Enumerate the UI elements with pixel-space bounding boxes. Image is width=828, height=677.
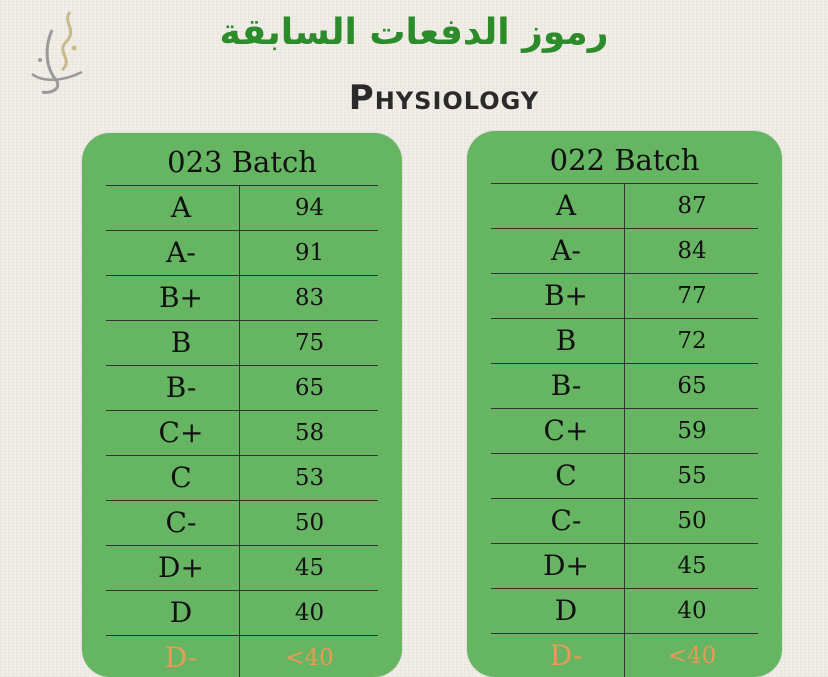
batch-022-card xyxy=(467,131,782,677)
batch-title: 022 Batch xyxy=(549,143,700,177)
table-row xyxy=(106,275,378,320)
score-cell: 53 xyxy=(294,465,325,491)
table-row xyxy=(491,273,758,318)
grade-table xyxy=(106,185,378,677)
score-cell: 72 xyxy=(677,328,707,354)
table-row xyxy=(106,320,378,365)
score-cell: 94 xyxy=(294,195,325,221)
grade-cell: A xyxy=(555,189,577,222)
table-row xyxy=(106,500,378,545)
score-cell: 65 xyxy=(677,373,707,399)
grade-cell: B+ xyxy=(158,281,204,314)
grade-cell: C- xyxy=(550,504,582,537)
grade-table xyxy=(491,183,758,677)
table-row xyxy=(106,230,378,275)
grade-cell: C- xyxy=(165,506,197,539)
table-row xyxy=(106,455,378,500)
grade-cell: A- xyxy=(551,234,581,267)
grade-cell: D+ xyxy=(543,549,589,582)
score-cell: 45 xyxy=(294,555,325,581)
grade-cell: D+ xyxy=(158,551,204,584)
table-row xyxy=(106,365,378,410)
grade-cell: C xyxy=(170,461,192,494)
table-row xyxy=(491,588,758,633)
table-row xyxy=(491,183,758,228)
score-cell: 50 xyxy=(677,508,707,534)
score-cell: 50 xyxy=(294,510,325,536)
batch-title: 023 Batch xyxy=(167,145,317,179)
page-title-arabic: رموز الدفعات السابقة xyxy=(219,12,609,53)
table-row xyxy=(491,498,758,543)
score-cell: 55 xyxy=(677,463,707,489)
grade-cell: B- xyxy=(550,369,582,402)
table-row xyxy=(106,410,378,455)
table-row xyxy=(106,185,378,230)
grade-cell: D xyxy=(169,596,193,629)
grade-cell: A xyxy=(170,191,192,224)
batch-023-card xyxy=(82,133,402,677)
table-row xyxy=(106,590,378,635)
score-cell: 87 xyxy=(677,193,707,219)
table-row xyxy=(491,363,758,408)
score-cell: 83 xyxy=(294,285,325,311)
score-cell: 91 xyxy=(294,240,325,266)
grade-cell: B- xyxy=(165,371,197,404)
score-cell: 58 xyxy=(294,420,325,446)
table-row xyxy=(106,545,378,590)
score-cell: <40 xyxy=(285,645,334,671)
grade-cell: A- xyxy=(166,236,196,269)
score-cell: 75 xyxy=(294,330,325,356)
score-cell: 40 xyxy=(294,600,325,626)
grade-cell: B xyxy=(555,324,577,357)
table-row xyxy=(491,633,758,677)
grade-cell: C+ xyxy=(543,414,589,447)
score-cell: 77 xyxy=(677,283,707,309)
grade-cell: C xyxy=(555,459,577,492)
table-row xyxy=(491,228,758,273)
table-row xyxy=(491,318,758,363)
grade-cell: B+ xyxy=(543,279,589,312)
grade-cell: C+ xyxy=(158,416,204,449)
table-row xyxy=(106,635,378,677)
score-cell: 59 xyxy=(677,418,707,444)
grade-cell: D- xyxy=(549,639,583,672)
score-cell: 40 xyxy=(677,598,707,624)
grade-cell: D- xyxy=(164,641,198,674)
score-cell: <40 xyxy=(667,643,717,669)
score-cell: 84 xyxy=(677,238,707,264)
score-cell: 65 xyxy=(294,375,325,401)
table-row xyxy=(491,543,758,588)
table-row xyxy=(491,453,758,498)
grade-cell: B xyxy=(170,326,192,359)
table-row xyxy=(491,408,758,453)
page-subtitle: Physiology xyxy=(348,78,540,118)
grade-cell: D xyxy=(554,594,578,627)
score-cell: 45 xyxy=(677,553,707,579)
